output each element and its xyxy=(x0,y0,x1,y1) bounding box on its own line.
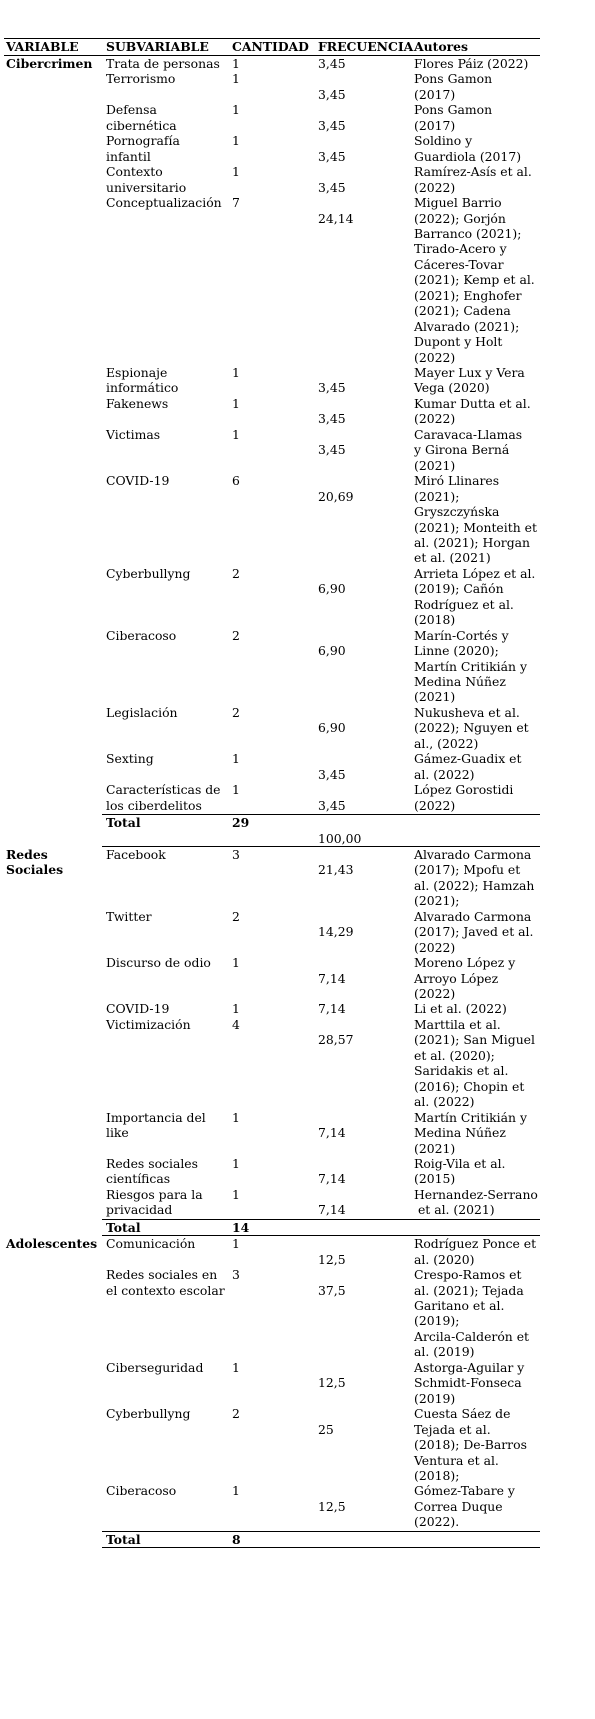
autores-cell: Astorga-Aguilar y xyxy=(414,1359,525,1375)
subvariable-cell: Terrorismo xyxy=(106,71,176,87)
autores-cell: et al. (2021) xyxy=(414,1202,495,1218)
autores-cell: Li et al. (2022) xyxy=(414,1001,507,1017)
autores-cell: al. (2022) xyxy=(414,766,475,782)
frecuencia-cell: 6,90 xyxy=(318,720,346,736)
cantidad-cell: 3 xyxy=(232,1267,240,1283)
subvariable-cell: Sexting xyxy=(106,751,154,767)
autores-cell: (2022); Nguyen et xyxy=(414,720,529,736)
subvariable-cell: Ciberacoso xyxy=(106,627,177,643)
variable-label: Cibercrimen xyxy=(6,56,93,71)
autores-cell: (2021); Kemp et al. xyxy=(414,272,535,288)
autores-cell: (2022). xyxy=(414,1514,460,1530)
autores-cell: (2019); Cañón xyxy=(414,581,504,597)
subvariable-cell: informático xyxy=(106,380,179,396)
autores-cell: (2021); San Miguel xyxy=(414,1032,535,1048)
autores-cell: (2022); Gorjón xyxy=(414,210,506,226)
cantidad-cell: 1 xyxy=(232,1483,240,1499)
variable-label: Redes xyxy=(6,846,48,862)
autores-cell: Schmidt-Fonseca xyxy=(414,1375,522,1391)
autores-cell: (2019) xyxy=(414,1390,456,1406)
autores-cell: Gómez-Tabare y xyxy=(414,1483,515,1499)
cantidad-cell: 1 xyxy=(232,1001,240,1017)
frecuencia-cell: 7,14 xyxy=(318,1202,346,1218)
autores-cell: al. (2020) xyxy=(414,1251,475,1267)
autores-cell: Gryszczyńska xyxy=(414,504,500,520)
subvariable-cell: Defensa xyxy=(106,102,157,118)
autores-cell: Miguel Barrio xyxy=(414,195,502,211)
autores-cell: (2021) xyxy=(414,689,456,705)
autores-cell: y Girona Berná xyxy=(414,442,510,458)
subvariable-cell: el contexto escolar xyxy=(106,1282,225,1298)
autores-cell: (2021); xyxy=(414,488,460,504)
autores-cell: Marttila et al. xyxy=(414,1016,501,1032)
total-frecuencia: 100,00 xyxy=(318,830,362,846)
autores-cell: (2017) xyxy=(414,117,456,133)
subvariable-cell: Victimas xyxy=(106,426,161,442)
autores-cell: Rodríguez Ponce et xyxy=(414,1236,537,1252)
variable-label: Sociales xyxy=(6,862,64,878)
autores-cell: Garitano et al. xyxy=(414,1298,505,1313)
cantidad-cell: 1 xyxy=(232,1359,240,1375)
autores-cell: al. (2022); Hamzah xyxy=(414,877,535,893)
total-cantidad: 29 xyxy=(232,815,250,831)
subvariable-cell: cibernética xyxy=(106,117,177,133)
subvariable-cell: Espionaje xyxy=(106,365,168,380)
autores-cell: Martín Critikián y xyxy=(414,658,527,674)
header-3: CANTIDAD xyxy=(232,39,309,54)
autores-cell: Arrieta López et al. xyxy=(414,565,536,581)
autores-cell: Barranco (2021); xyxy=(414,225,522,241)
autores-cell: Alvarado (2021); xyxy=(414,318,520,334)
subvariable-cell: los ciberdelitos xyxy=(106,797,202,813)
autores-cell: Medina Núñez xyxy=(414,1125,506,1141)
autores-cell: al. (2021); Tejada xyxy=(414,1282,524,1298)
frecuencia-cell: 3,45 xyxy=(318,56,346,71)
subvariable-cell: Fakenews xyxy=(106,395,169,411)
autores-cell: Medina Núñez xyxy=(414,674,506,689)
autores-cell: (2021); xyxy=(414,893,460,909)
frecuencia-cell: 3,45 xyxy=(318,766,346,782)
autores-cell: (2018) xyxy=(414,612,456,628)
header-5: Autores xyxy=(414,39,468,54)
subvariable-cell: Conceptualización xyxy=(106,195,222,211)
autores-cell: Martín Critikián y xyxy=(414,1109,527,1125)
cantidad-cell: 2 xyxy=(232,704,240,720)
autores-cell: et al. (2020); xyxy=(414,1047,495,1063)
autores-cell: al. (2021); Horgan xyxy=(414,534,531,550)
frecuencia-cell: 6,90 xyxy=(318,643,346,659)
autores-cell: (2017); Javed et al. xyxy=(414,924,534,940)
autores-cell: (2022) xyxy=(414,986,456,1001)
cantidad-cell: 1 xyxy=(232,365,240,380)
autores-cell: Flores Páiz (2022) xyxy=(414,56,529,71)
autores-cell: Hernandez-Serrano xyxy=(414,1186,538,1202)
cantidad-cell: 1 xyxy=(232,1186,240,1202)
frecuencia-cell: 3,45 xyxy=(318,86,346,102)
autores-cell: Dupont y Holt xyxy=(414,334,503,350)
autores-cell: (2016); Chopin et xyxy=(414,1078,525,1094)
header-1: VARIABLE xyxy=(6,39,79,54)
variable-label: Adolescentes xyxy=(6,1236,98,1252)
autores-cell: (2022) xyxy=(414,797,456,813)
frecuencia-cell: 3,45 xyxy=(318,442,346,458)
cantidad-cell: 1 xyxy=(232,164,240,180)
frecuencia-cell: 3,45 xyxy=(318,179,346,195)
frecuencia-cell: 14,29 xyxy=(318,924,354,940)
total-label: Total xyxy=(106,815,141,831)
autores-cell: Mayer Lux y Vera xyxy=(414,365,525,380)
autores-cell: Tejada et al. xyxy=(414,1421,491,1437)
frecuencia-cell: 12,5 xyxy=(318,1375,346,1391)
autores-cell: Alvarado Carmona xyxy=(414,846,532,862)
total-label: Total xyxy=(106,1531,141,1547)
autores-cell: Pons Gamon xyxy=(414,102,493,118)
frecuencia-cell: 3,45 xyxy=(318,411,346,427)
cantidad-cell: 2 xyxy=(232,627,240,643)
subvariable-cell: privacidad xyxy=(106,1202,173,1218)
frecuencia-cell: 3,45 xyxy=(318,380,346,396)
autores-cell: Crespo-Ramos et xyxy=(414,1267,522,1283)
cantidad-cell: 1 xyxy=(232,1109,240,1125)
subvariable-cell: like xyxy=(106,1125,129,1141)
header-4: FRECUENCIA xyxy=(318,39,414,54)
autores-cell: (2021); Cadena xyxy=(414,303,511,319)
autores-cell: (2022) xyxy=(414,179,456,195)
cantidad-cell: 1 xyxy=(232,955,240,971)
autores-cell: Vega (2020) xyxy=(414,380,490,396)
autores-cell: Correa Duque xyxy=(414,1498,503,1514)
autores-cell: (2015) xyxy=(414,1171,456,1187)
subvariable-cell: Comunicación xyxy=(106,1236,196,1252)
frecuencia-cell: 7,14 xyxy=(318,1171,346,1187)
autores-cell: Soldino y xyxy=(414,133,473,149)
cantidad-cell: 6 xyxy=(232,473,240,489)
subvariable-cell: Cyberbullyng xyxy=(106,1406,191,1422)
autores-cell: Pons Gamon xyxy=(414,71,493,87)
autores-cell: (2021); Monteith et xyxy=(414,519,537,535)
subvariable-cell: Victimización xyxy=(106,1016,191,1032)
autores-cell: (2017); Mpofu et xyxy=(414,862,521,878)
cantidad-cell: 1 xyxy=(232,751,240,767)
frecuencia-cell: 3,45 xyxy=(318,117,346,133)
autores-cell: (2018); De-Barros xyxy=(414,1437,527,1453)
autores-cell: Cuesta Sáez de xyxy=(414,1406,511,1422)
frecuencia-cell: 3,45 xyxy=(318,797,346,813)
autores-cell: Guardiola (2017) xyxy=(414,148,522,164)
header-2: SUBVARIABLE xyxy=(106,39,209,54)
autores-cell: (2018); xyxy=(414,1467,460,1483)
autores-cell: et al. (2021) xyxy=(414,550,491,566)
frecuencia-cell: 6,90 xyxy=(318,581,346,597)
group-bottom-rule xyxy=(102,1547,540,1548)
frecuencia-cell: 21,43 xyxy=(318,862,354,878)
autores-cell: (2021) xyxy=(414,1140,456,1156)
frecuencia-cell: 12,5 xyxy=(318,1251,346,1267)
autores-cell: Ventura et al. xyxy=(414,1452,499,1468)
cantidad-cell: 1 xyxy=(232,56,240,71)
autores-cell: (2021); Enghofer xyxy=(414,287,522,303)
autores-cell: Saridakis et al. xyxy=(414,1063,509,1079)
frecuencia-cell: 20,69 xyxy=(318,488,354,504)
autores-cell: Ramírez-Asís et al. xyxy=(414,164,532,180)
autores-cell: al. (2019) xyxy=(414,1344,475,1360)
cantidad-cell: 4 xyxy=(232,1016,240,1032)
subvariable-cell: Cyberbullyng xyxy=(106,565,191,581)
subvariable-cell: Redes sociales en xyxy=(106,1267,218,1283)
subvariable-cell: Características de xyxy=(106,782,221,798)
cantidad-cell: 1 xyxy=(232,133,240,149)
frecuencia-cell: 7,14 xyxy=(318,970,346,986)
cantidad-cell: 1 xyxy=(232,782,240,798)
cantidad-cell: 2 xyxy=(232,908,240,924)
frecuencia-cell: 3,45 xyxy=(318,148,346,164)
frecuencia-cell: 7,14 xyxy=(318,1001,346,1017)
subvariable-cell: infantil xyxy=(106,148,151,164)
frecuencia-cell: 25 xyxy=(318,1421,334,1437)
subvariable-cell: Ciberacoso xyxy=(106,1483,177,1499)
autores-cell: Gámez-Guadix et xyxy=(414,751,522,767)
frecuencia-cell: 37,5 xyxy=(318,1282,346,1298)
subvariable-cell: Ciberseguridad xyxy=(106,1359,204,1375)
total-cantidad: 14 xyxy=(232,1219,250,1235)
subvariable-cell: científicas xyxy=(106,1171,171,1187)
autores-cell: Arcila-Calderón et xyxy=(414,1328,530,1344)
autores-cell: (2022) xyxy=(414,349,456,365)
autores-cell: al., (2022) xyxy=(414,735,479,751)
subvariable-cell: COVID-19 xyxy=(106,473,170,489)
autores-cell: al. (2022) xyxy=(414,1094,475,1110)
subvariable-cell: Legislación xyxy=(106,704,178,720)
autores-cell: Moreno López y xyxy=(414,955,516,971)
subvariable-cell: universitario xyxy=(106,179,187,195)
subvariable-cell: Riesgos para la xyxy=(106,1186,203,1202)
autores-cell: Arroyo López xyxy=(414,970,499,986)
autores-cell: Marín-Cortés y xyxy=(414,627,509,643)
total-top-rule xyxy=(102,1219,540,1220)
cantidad-cell: 1 xyxy=(232,1236,240,1252)
frecuencia-cell: 7,14 xyxy=(318,1125,346,1141)
total-top-rule xyxy=(102,814,540,815)
subvariable-cell: Trata de personas xyxy=(106,56,220,71)
autores-cell: Cáceres-Tovar xyxy=(414,256,504,272)
autores-cell: (2019); xyxy=(414,1313,460,1329)
cantidad-cell: 1 xyxy=(232,395,240,411)
autores-cell: Kumar Dutta et al. xyxy=(414,395,531,411)
subvariable-cell: Discurso de odio xyxy=(106,955,211,971)
total-cantidad: 8 xyxy=(232,1531,241,1547)
autores-cell: Miró Llinares xyxy=(414,473,500,489)
autores-cell: (2017) xyxy=(414,86,456,102)
cantidad-cell: 3 xyxy=(232,846,240,862)
cantidad-cell: 7 xyxy=(232,195,240,211)
cantidad-cell: 2 xyxy=(232,565,240,581)
subvariable-cell: Contexto xyxy=(106,164,163,180)
autores-cell: Linne (2020); xyxy=(414,643,499,659)
subvariable-cell: COVID-19 xyxy=(106,1001,170,1017)
frecuencia-cell: 28,57 xyxy=(318,1032,354,1048)
frecuencia-cell: 24,14 xyxy=(318,210,354,226)
total-top-rule xyxy=(102,1531,540,1532)
subvariable-cell: Twitter xyxy=(106,908,152,924)
autores-cell: Rodríguez et al. xyxy=(414,596,514,612)
subvariable-cell: Importancia del xyxy=(106,1109,206,1125)
autores-cell: Caravaca-Llamas xyxy=(414,426,523,442)
total-label: Total xyxy=(106,1219,141,1235)
subvariable-cell: Pornografía xyxy=(106,133,180,149)
autores-cell: (2022) xyxy=(414,411,456,427)
autores-cell: López Gorostidi xyxy=(414,782,514,798)
autores-cell: Nukusheva et al. xyxy=(414,704,520,720)
autores-cell: (2022) xyxy=(414,939,456,955)
cantidad-cell: 1 xyxy=(232,71,240,87)
cantidad-cell: 2 xyxy=(232,1406,240,1422)
cantidad-cell: 1 xyxy=(232,1155,240,1171)
cantidad-cell: 1 xyxy=(232,426,240,442)
subvariable-cell: Redes sociales xyxy=(106,1155,198,1171)
autores-cell: Alvarado Carmona xyxy=(414,908,532,924)
cantidad-cell: 1 xyxy=(232,102,240,118)
autores-cell: (2021) xyxy=(414,457,456,473)
frecuencia-cell: 12,5 xyxy=(318,1498,346,1514)
autores-cell: Tirado-Acero y xyxy=(414,241,507,257)
autores-cell: Roig-Vila et al. xyxy=(414,1155,506,1171)
subvariable-cell: Facebook xyxy=(106,846,166,862)
